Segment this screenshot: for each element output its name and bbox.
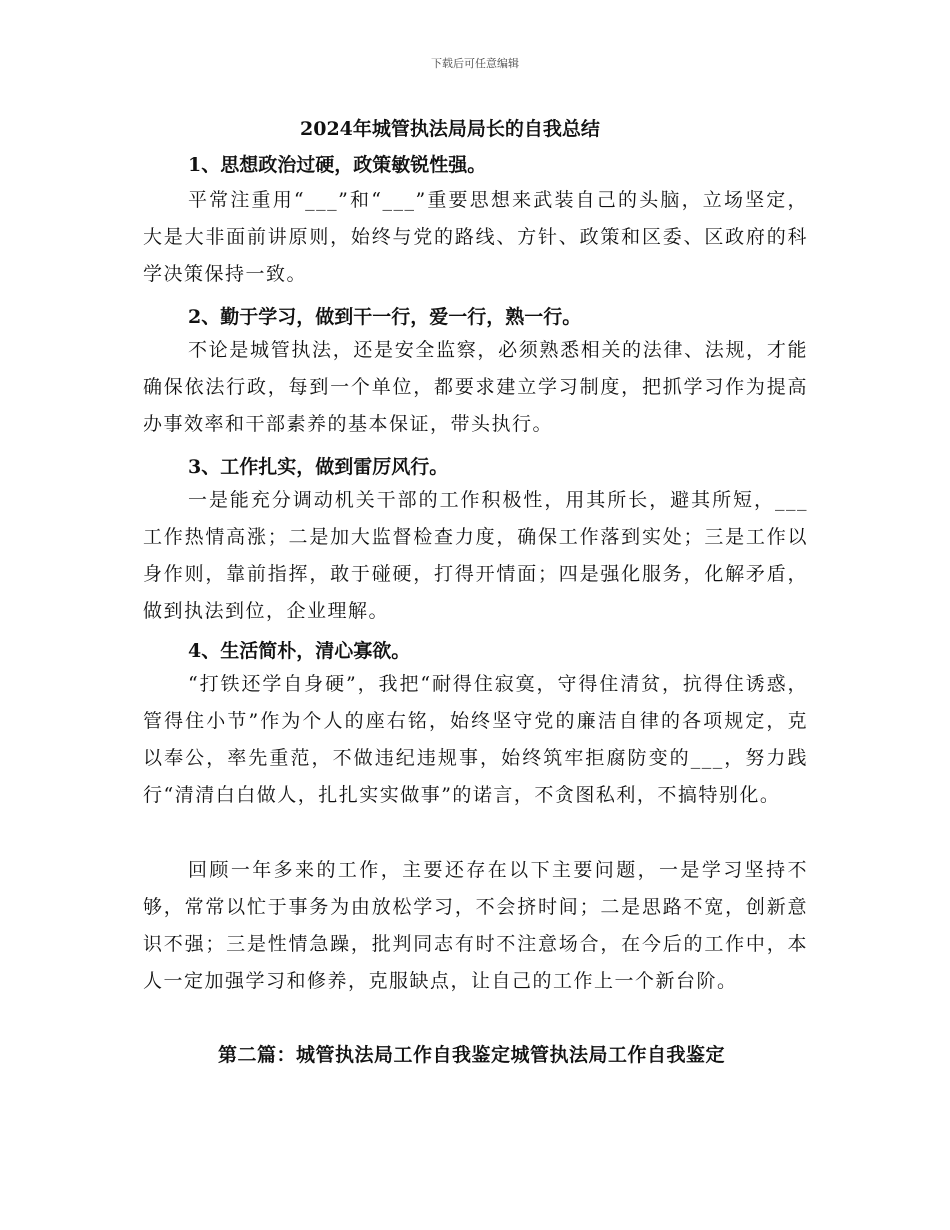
section-heading-3: 3、工作扎实，做到雷厉风行。 [188,456,449,478]
closing-paragraph: 回顾一年多来的工作，主要还存在以下主要问题，一是学习坚持不够，常常以忙于事务为由放松学习，不会挤时间；二是思路不宽，创新意识不强；三是性情急躁，批判同志有时不注意场合，在今后的工作中，本人一定加强学习和修养，克服缺点，让自己的工作上一个新台阶。 [143,859,808,992]
section-heading-1: 1、思想政治过硬，政策敏锐性强。 [188,154,487,176]
document-title: 2024年城管执法局局长的自我总结 [300,118,600,140]
section-paragraph-4: “打铁还学自身硬”，我把“耐得住寂寞，守得住清贫，抗得住诱惑，管得住小节”作为个人的座右铭，始终坚守党的廉洁自律的各项规定，克以奉公，率先重范，不做违纪违规事，始终筑牢拒腐防变的___，努力践行“清清白白做人，扎扎实实做事”的诺言，不贪图私利，不搞特别化。 [143,673,808,806]
section-paragraph-1: 平常注重用“___”和“___”重要思想来武装自己的头脑，立场坚定，大是大非面前讲原则，始终与党的路线、方针、政策和区委、区政府的科学决策保持一致。 [143,189,808,285]
page-header-note: 下载后可任意编辑 [431,57,519,70]
section-heading-2: 2、勤于学习，做到干一行，爱一行，熟一行。 [188,306,582,328]
section-heading-4: 4、生活简朴，清心寡欲。 [188,640,411,662]
section-paragraph-2: 不论是城管执法，还是安全监察，必须熟悉相关的法律、法规，才能确保依法行政，每到一个单位，都要求建立学习制度，把抓学习作为提高办事效率和干部素养的基本保证，带头执行。 [143,339,808,435]
section-paragraph-3: 一是能充分调动机关干部的工作积极性，用其所长，避其所短，___工作热情高涨；二是加大监督检查力度，确保工作落到实处；三是工作以身作则，靠前指挥，敢于碰硬，打得开情面；四是强化服务，化解矛盾，做到执法到位，企业理解。 [143,489,808,622]
part-two-heading: 第二篇：城管执法局工作自我鉴定城管执法局工作自我鉴定 [218,1044,726,1066]
